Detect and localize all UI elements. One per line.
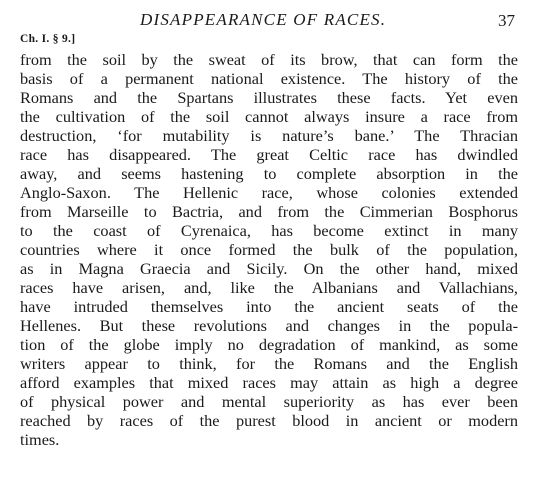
text-line: have intruded themselves into the ancient seats of the — [20, 297, 518, 316]
text-line: times. — [20, 430, 60, 449]
text-line: Hellenes. But these revolutions and changes in the popula- — [20, 316, 518, 335]
text-line: countries where it once formed the bulk of the population, — [20, 240, 518, 259]
text-line: away, and seems hastening to complete absorption in the — [20, 164, 518, 183]
text-line: from the soil by the sweat of its brow, that can form the — [20, 50, 518, 69]
text-line: races have arisen, and, like the Albanians and Vallachians, — [20, 278, 518, 297]
text-line: to the coast of Cyrenaica, has become extinct in many — [20, 221, 518, 240]
text-line: Anglo-Saxon. The Hellenic race, whose colonies extended — [20, 183, 518, 202]
text-line: destruction, ‘for mutability is nature’s bane.’ The Thracian — [20, 126, 518, 145]
text-line: as in Magna Graecia and Sicily. On the other hand, mixed — [20, 259, 518, 278]
text-line: tion of the globe imply no degradation of mankind, as some — [20, 335, 518, 354]
running-title: DISAPPEARANCE OF RACES. — [140, 10, 387, 29]
text-line: reached by races of the purest blood in ancient or modern — [20, 411, 518, 430]
text-line: afford examples that mixed races may attain as high a degree — [20, 373, 518, 392]
page-number: 37 — [498, 11, 515, 30]
text-line: writers appear to think, for the Romans and the English — [20, 354, 518, 373]
text-line: the cultivation of the soil cannot always insure a race from — [20, 107, 518, 126]
text-line: race has disappeared. The great Celtic race has dwindled — [20, 145, 518, 164]
text-line: basis of a permanent national existence. The history of the — [20, 69, 518, 88]
body-paragraph — [20, 50, 518, 449]
section-reference: Ch. I. § 9.] — [20, 33, 76, 45]
text-line: from Marseille to Bactria, and from the Cimmerian Bosphorus — [20, 202, 518, 221]
text-line: of physical power and mental superiority as has ever been — [20, 392, 518, 411]
text-line: Romans and the Spartans illustrates these facts. Yet even — [20, 88, 518, 107]
